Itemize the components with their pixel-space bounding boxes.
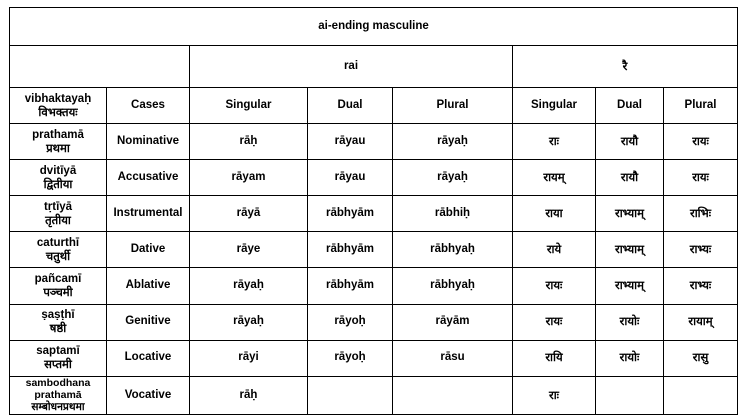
translit-singular: rāyaḥ <box>190 268 308 304</box>
table-title: ai-ending masculine <box>10 8 738 46</box>
translit-plural: rāyām <box>393 304 513 340</box>
translit-dual: rābhyām <box>308 268 393 304</box>
translit-singular: rāye <box>190 232 308 268</box>
devanagari-dual <box>596 376 664 414</box>
header-rai-plural: Plural <box>393 88 513 124</box>
table-row <box>10 232 738 268</box>
header-dev-dual: Dual <box>596 88 664 124</box>
devanagari-dual: रायौ <box>596 124 664 160</box>
translit-singular: rāḥ <box>190 376 308 414</box>
translit-dual: rābhyām <box>308 232 393 268</box>
case-name: Ablative <box>107 268 190 304</box>
translit-plural: rāyaḥ <box>393 160 513 196</box>
devanagari-plural: राभ्यः <box>664 232 738 268</box>
table-row <box>10 340 738 376</box>
case-name: Genitive <box>107 304 190 340</box>
devanagari-dual: राभ्याम् <box>596 232 664 268</box>
header-cases: Cases <box>107 88 190 124</box>
devanagari-dual: राभ्याम् <box>596 268 664 304</box>
translit-dual: rābhyām <box>308 196 393 232</box>
devanagari-dual: रायोः <box>596 304 664 340</box>
header-vibhakti-devanagari: विभक्तयः <box>38 104 78 119</box>
translit-dual: rāyau <box>308 124 393 160</box>
translit-plural: rāsu <box>393 340 513 376</box>
vibhakti-devanagari: सम्बोधनप्रथमा <box>31 401 85 414</box>
vibhakti-devanagari: तृतीया <box>45 212 71 227</box>
vibhakti-cell <box>10 376 107 414</box>
vibhakti-devanagari: द्वितीया <box>43 176 73 191</box>
vibhakti-cell <box>10 160 107 196</box>
group-row <box>10 46 738 88</box>
devanagari-singular: राः <box>513 124 596 160</box>
devanagari-plural: राभिः <box>664 196 738 232</box>
translit-singular: rāyā <box>190 196 308 232</box>
case-name: Locative <box>107 340 190 376</box>
case-name: Instrumental <box>107 196 190 232</box>
vibhakti-translit: ṣaṣṭhī <box>41 308 75 321</box>
case-name: Vocative <box>107 376 190 414</box>
translit-singular: rāḥ <box>190 124 308 160</box>
vibhakti-devanagari: पञ्चमी <box>43 284 73 299</box>
translit-singular: rāyam <box>190 160 308 196</box>
header-vibhakti <box>10 88 107 124</box>
devanagari-singular: रायि <box>513 340 596 376</box>
devanagari-dual: रायौ <box>596 160 664 196</box>
vibhakti-cell <box>10 232 107 268</box>
translit-dual <box>308 376 393 414</box>
vibhakti-cell <box>10 340 107 376</box>
translit-plural: rābhyaḥ <box>393 232 513 268</box>
header-dev-singular: Singular <box>513 88 596 124</box>
devanagari-dual: राभ्याम् <box>596 196 664 232</box>
case-name: Accusative <box>107 160 190 196</box>
devanagari-plural: राभ्यः <box>664 268 738 304</box>
vibhakti-translit: sambodhana <box>25 377 91 390</box>
group-spacer <box>10 46 190 88</box>
devanagari-singular: रायः <box>513 268 596 304</box>
table-row <box>10 160 738 196</box>
devanagari-singular: रायः <box>513 304 596 340</box>
vibhakti-translit: caturthī <box>36 236 80 249</box>
vibhakti-translit: prathamā <box>34 389 82 402</box>
devanagari-plural: रासु <box>664 340 738 376</box>
vibhakti-cell <box>10 124 107 160</box>
translit-plural <box>393 376 513 414</box>
header-vibhakti-translit: vibhaktayaḥ <box>24 92 92 105</box>
title-row <box>10 8 738 46</box>
table-row <box>10 376 738 414</box>
devanagari-singular: राया <box>513 196 596 232</box>
vibhakti-devanagari: सप्तमी <box>44 357 72 372</box>
table-row <box>10 304 738 340</box>
vibhakti-translit: dvitīyā <box>39 164 77 177</box>
devanagari-singular: राये <box>513 232 596 268</box>
group-rai-devanagari: रै <box>513 46 738 88</box>
devanagari-singular: राः <box>513 376 596 414</box>
declension-table <box>9 7 738 415</box>
vibhakti-translit: pañcamī <box>34 272 82 285</box>
translit-dual: rāyoḥ <box>308 340 393 376</box>
devanagari-plural: रायाम् <box>664 304 738 340</box>
vibhakti-translit: tṛtīyā <box>43 200 73 213</box>
case-name: Nominative <box>107 124 190 160</box>
vibhakti-cell <box>10 268 107 304</box>
translit-singular: rāyaḥ <box>190 304 308 340</box>
vibhakti-translit: saptamī <box>36 344 80 357</box>
vibhakti-devanagari: चतुर्थी <box>45 248 71 263</box>
vibhakti-cell <box>10 304 107 340</box>
devanagari-plural: रायः <box>664 124 738 160</box>
table-row <box>10 196 738 232</box>
devanagari-plural <box>664 376 738 414</box>
translit-plural: rābhyaḥ <box>393 268 513 304</box>
header-rai-singular: Singular <box>190 88 308 124</box>
translit-dual: rāyau <box>308 160 393 196</box>
table-row <box>10 268 738 304</box>
vibhakti-devanagari: षष्ठी <box>49 321 67 336</box>
translit-singular: rāyi <box>190 340 308 376</box>
table-row <box>10 124 738 160</box>
header-row <box>10 88 738 124</box>
translit-plural: rāyaḥ <box>393 124 513 160</box>
translit-plural: rābhiḥ <box>393 196 513 232</box>
header-dev-plural: Plural <box>664 88 738 124</box>
vibhakti-cell <box>10 196 107 232</box>
devanagari-singular: रायम् <box>513 160 596 196</box>
devanagari-dual: रायोः <box>596 340 664 376</box>
vibhakti-devanagari: प्रथमा <box>46 140 70 155</box>
vibhakti-translit: prathamā <box>32 128 84 141</box>
header-rai-dual: Dual <box>308 88 393 124</box>
translit-dual: rāyoḥ <box>308 304 393 340</box>
group-rai: rai <box>190 46 513 88</box>
devanagari-plural: रायः <box>664 160 738 196</box>
case-name: Dative <box>107 232 190 268</box>
